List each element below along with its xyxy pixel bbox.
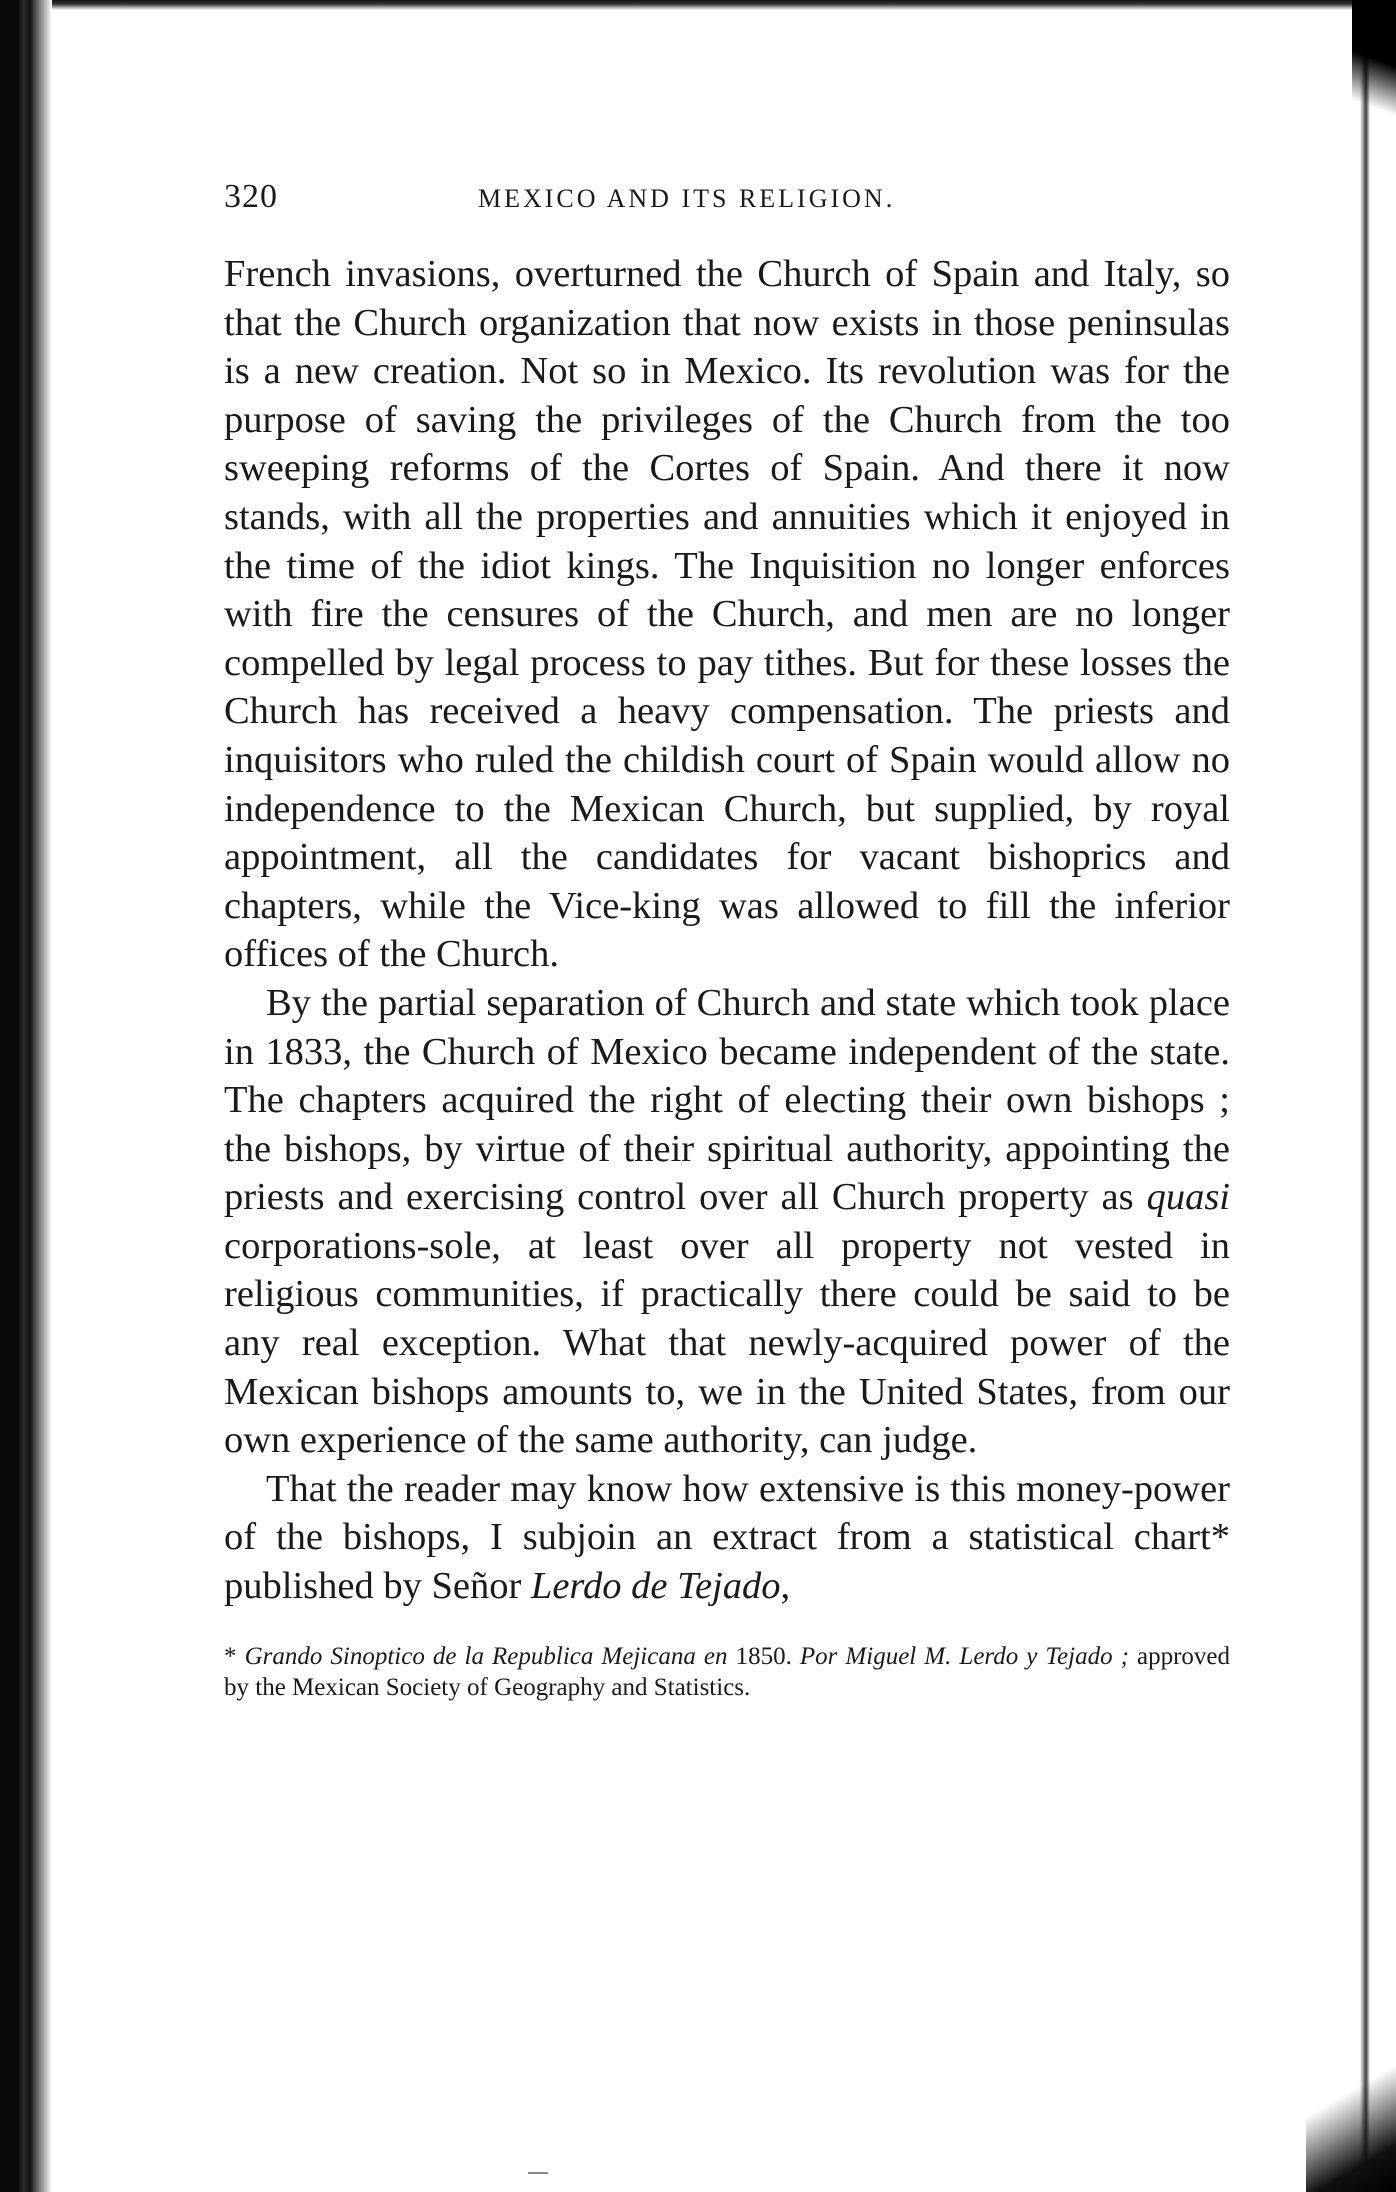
paragraph-2 [224,979,1230,1465]
book-page [224,170,1230,1703]
paragraph-2-part-2: corporations-sole, at least over all property not vested in religious communities, if practically there could be said to be any real exception. What that newly-acquired power of the Mexican bishops amounts to, we in the United States, from our own experience of the same authority, can judge. [224,1224,1230,1462]
footnote-year: 1850. [735,1642,792,1670]
page-corner-top-right [1352,0,1396,150]
paragraph-1: French invasions, overturned the Church of Spain and Italy, so that the Church organization that now exists in those peninsulas is a new creation. Not so in Mexico. Its revolution was for the purpose of saving the privileges of the Church from the too sweeping reforms of the Cortes of Spain. And there it now stands, with all the properties and annuities which it enjoyed in the time of the idiot kings. The Inquisition no longer enforces with fire the censures of the Church, and men are no longer compelled by legal process to pay tithes. But for these losses the Church has received a heavy compensation. The priests and inquisitors who ruled the childish court of Spain would allow no independence to the Mexican Church, but supplied, by royal appointment, all the candidates for vacant bishoprics and chapters, while the Vice-king was allowed to fill the inferior offices of the Church. [224,253,1230,976]
page-edge-right [1356,0,1396,2192]
paragraph-3 [224,1465,1230,1611]
printer-mark [528,2172,548,2174]
book-binding-edge [0,0,52,2192]
footnote-marker: * [224,1642,237,1670]
body-text [224,250,1230,1611]
paragraph-2-italic: quasi [1146,1176,1230,1219]
page-edge-top [0,0,1396,10]
footnote-title: Grando Sinoptico de la Republica Mejicana en [244,1642,728,1670]
footnote [224,1641,1230,1703]
footnote-spacer [224,1611,1230,1641]
running-head [224,170,1230,230]
paragraph-2-part-1: By the partial separation of Church and state which took place in 1833, the Church of Mexico became independent of the state. The chapters acquired the right of electing their own bishops ; the bishops, by virtue of their spiritual authority, appointing the priests and exercising control over all Church property as [224,981,1230,1219]
paragraph-3-italic: Lerdo de Tejado [530,1565,781,1608]
paragraph-3-part-2: , [780,1565,791,1608]
running-title: MEXICO AND ITS RELIGION. [478,184,896,213]
paragraph-3-part-1: That the reader may know how extensive is this money-power of the bishops, I subjoin an extract from a statistical chart* published by Señor [224,1467,1230,1608]
page-number: 320 [224,178,278,215]
footnote-author: Por Miguel M. Lerdo y Tejado ; [799,1642,1129,1670]
page-corner-bottom-right [1306,2012,1396,2192]
footnote-rest: approved by the Mexican Society of Geography and Statistics. [224,1642,1231,1701]
